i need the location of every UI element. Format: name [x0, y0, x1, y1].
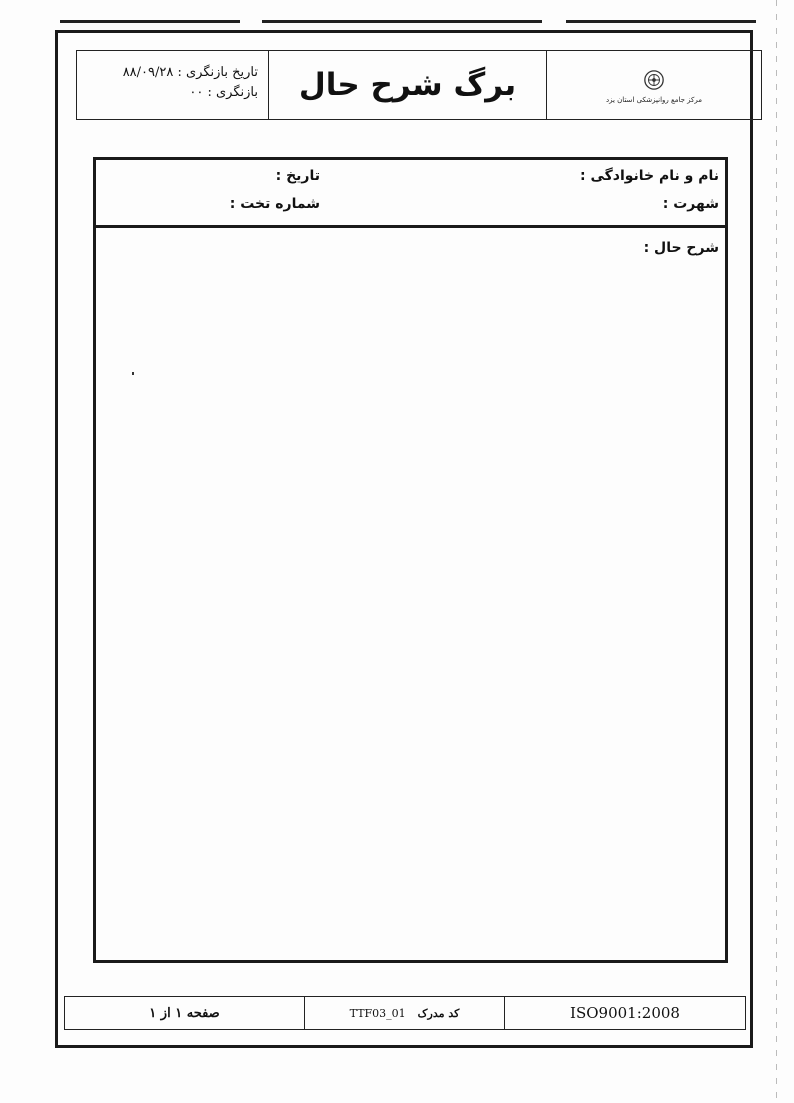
bed-number-label: شماره تخت :: [229, 196, 320, 212]
top-border-mark: [60, 20, 240, 23]
form-footer: [64, 996, 746, 1030]
organization-block: [547, 51, 761, 119]
revision-value: ۰۰: [189, 85, 204, 100]
history-form: [93, 157, 728, 963]
surname-field[interactable]: [663, 196, 719, 212]
page-number: صفحه ۱ از ۱: [65, 997, 305, 1029]
university-emblem-icon: [643, 69, 665, 91]
form-title: برگ شرح حال: [269, 51, 547, 119]
revision-info: [77, 51, 269, 119]
revision-number: [77, 83, 258, 103]
surname-label: شهرت :: [662, 196, 719, 212]
history-label: شرح حال :: [643, 240, 719, 256]
date-field[interactable]: [276, 168, 320, 184]
revision-date-label: تاریخ بازنگری :: [177, 65, 258, 80]
revision-date: [77, 63, 258, 83]
top-border-mark: [262, 20, 542, 23]
bed-number-field[interactable]: [230, 196, 320, 212]
name-label: نام و نام خانوادگی :: [579, 168, 719, 184]
top-border-mark: [566, 20, 756, 23]
revision-date-value: ۸۸/۰۹/۲۸: [122, 65, 174, 80]
center-name: مرکز جامع روانپزشکی استان یزد: [606, 95, 702, 104]
document-code-value: TTF03_01: [349, 1006, 406, 1020]
scan-edge-artifact: [776, 0, 777, 1103]
document-code-label: کد مدرک: [417, 1006, 460, 1020]
document-code: [305, 997, 505, 1029]
patient-info-section: [96, 160, 725, 228]
date-label: تاریخ :: [275, 168, 320, 184]
revision-label: بازنگری :: [207, 85, 258, 100]
scan-speck: [132, 372, 134, 375]
name-field[interactable]: [580, 168, 719, 184]
iso-standard: ISO9001:2008: [570, 1004, 680, 1022]
form-header: [76, 50, 762, 120]
